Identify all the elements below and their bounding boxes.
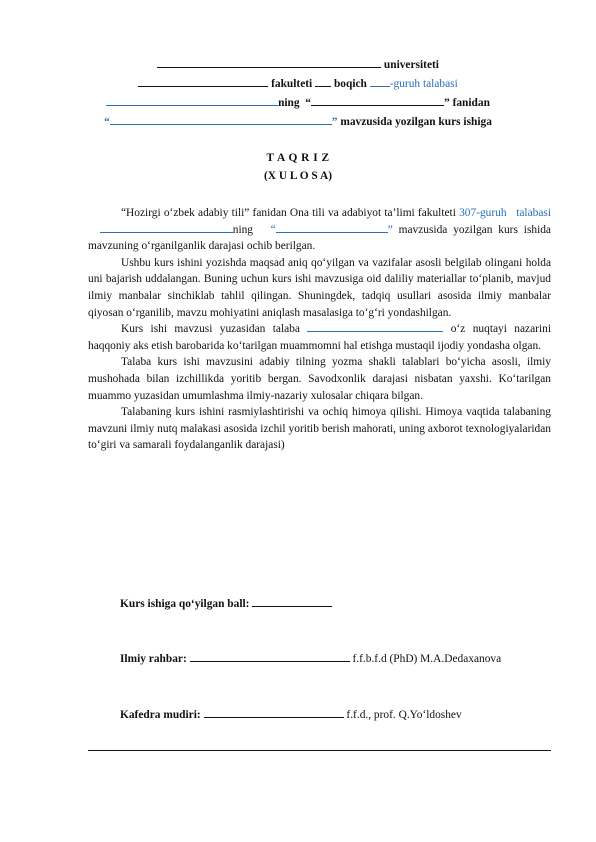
topic-quote-close: ” bbox=[331, 116, 338, 128]
advisor-name: f.f.b.f.d (PhD) M.A.Dedaxanova bbox=[352, 653, 502, 665]
faculty-blank[interactable] bbox=[138, 76, 268, 87]
group-blank[interactable] bbox=[370, 76, 390, 87]
stage-blank[interactable] bbox=[315, 76, 331, 87]
topic-quote-open: “ bbox=[104, 116, 110, 128]
p1-topic-blank[interactable] bbox=[276, 222, 388, 233]
paragraph-5: Talabaning kurs ishini rasmiylashtirishi va ochiq himoya qilishi. Himoya vaqtida talabaning mavzuni ilmiy nutq malakasi asosida izchil yoritib berish mahorati, uning axborot texnologiyalaridan to‘giri va samarali foydalanganlik darajasi) bbox=[88, 406, 551, 452]
p3-student-blank[interactable] bbox=[307, 321, 443, 332]
student-blank[interactable] bbox=[100, 222, 233, 233]
document-subtitle: (X U L O S A) bbox=[263, 170, 333, 182]
topic-blank[interactable] bbox=[110, 114, 332, 125]
bottom-divider bbox=[88, 750, 551, 751]
paragraph-4: Talaba kurs ishi mavzusini adabiy tilning yozma shakli talablari bo‘yicha asosli, ilmiy mushohada bilan izchillikda yoritib bergan. Savodxonlik darajasi nisbatan yaxshi. Ko‘tarilgan muammo yuzasidan umumlashma ilmiy-nazariy xulosalar chiqara bilgan. bbox=[88, 356, 551, 402]
header-university-line bbox=[0, 57, 596, 73]
university-blank[interactable] bbox=[157, 57, 381, 68]
header-faculty-line bbox=[0, 76, 596, 92]
review-body bbox=[88, 205, 551, 454]
paragraph-1: “Hozirgi o‘zbek adabiy tili” fanidan Ona tili va adabiyot ta’limi fakulteti 307-guruh talabasi ning “ ” mavzusida yozilgan kurs ishida mavzuning o‘rganilganlik darajasi ochib berilgan. bbox=[88, 207, 551, 253]
score-blank[interactable] bbox=[252, 596, 332, 607]
group-number: 307-guruh bbox=[459, 207, 507, 219]
paragraph-3: Kurs ishi mavzusi yuzasidan talaba o‘z nuqtayi nazarini haqqoniy aks etish barobarida ko‘tarilgan muammomni hal etishga mustaqil ijodiy yondasha olgan. bbox=[88, 323, 551, 352]
head-signature-blank[interactable] bbox=[204, 707, 344, 718]
header-topic-line bbox=[0, 114, 596, 130]
university-label: universiteti bbox=[383, 59, 439, 71]
group-label: -guruh talabasi bbox=[389, 78, 458, 90]
ning-label: ning bbox=[278, 97, 300, 109]
header-subject-line bbox=[0, 95, 596, 111]
faculty-label: fakulteti bbox=[271, 78, 313, 90]
head-line: Kafedra mudiri: f.f.d., prof. Q.Yo‘ldoshev bbox=[120, 709, 462, 721]
student-name-blank[interactable] bbox=[106, 95, 278, 106]
stage-label: boqich bbox=[333, 78, 367, 90]
quote-open: “ bbox=[305, 97, 311, 109]
subject-blank[interactable] bbox=[311, 95, 444, 106]
fanidan-label: fanidan bbox=[452, 97, 490, 109]
document-title: T A Q R I Z bbox=[266, 152, 330, 164]
topic-tail-label: mavzusida yozilgan kurs ishiga bbox=[340, 116, 492, 128]
paragraph-2: Ushbu kurs ishini yozishda maqsad aniq qo‘yilgan va vazifalar asosli belgilab olingani holda uni bajarish uddalangan. Buning uchun kurs ishi mavzusiga oid daliliy materiallar to‘planib, mavjud ilmiy manbalar sinchiklab tahlil qilingan. Shuningdek, tadqiq usullari asosida ilmiy manbalar qiyosan o‘rganilib, mavzu mohiyatini aniqlash masalasiga to‘g‘ri yondashilgan. bbox=[88, 256, 551, 319]
advisor-line: Ilmiy rahbar: f.f.b.f.d (PhD) M.A.Dedaxanova bbox=[120, 653, 502, 665]
head-name: f.f.d., prof. Q.Yo‘ldoshev bbox=[346, 709, 462, 721]
quote-close: ” bbox=[444, 97, 450, 109]
score-line: Kurs ishiga qo‘yilgan ball: bbox=[120, 596, 332, 612]
advisor-signature-blank[interactable] bbox=[190, 651, 350, 662]
